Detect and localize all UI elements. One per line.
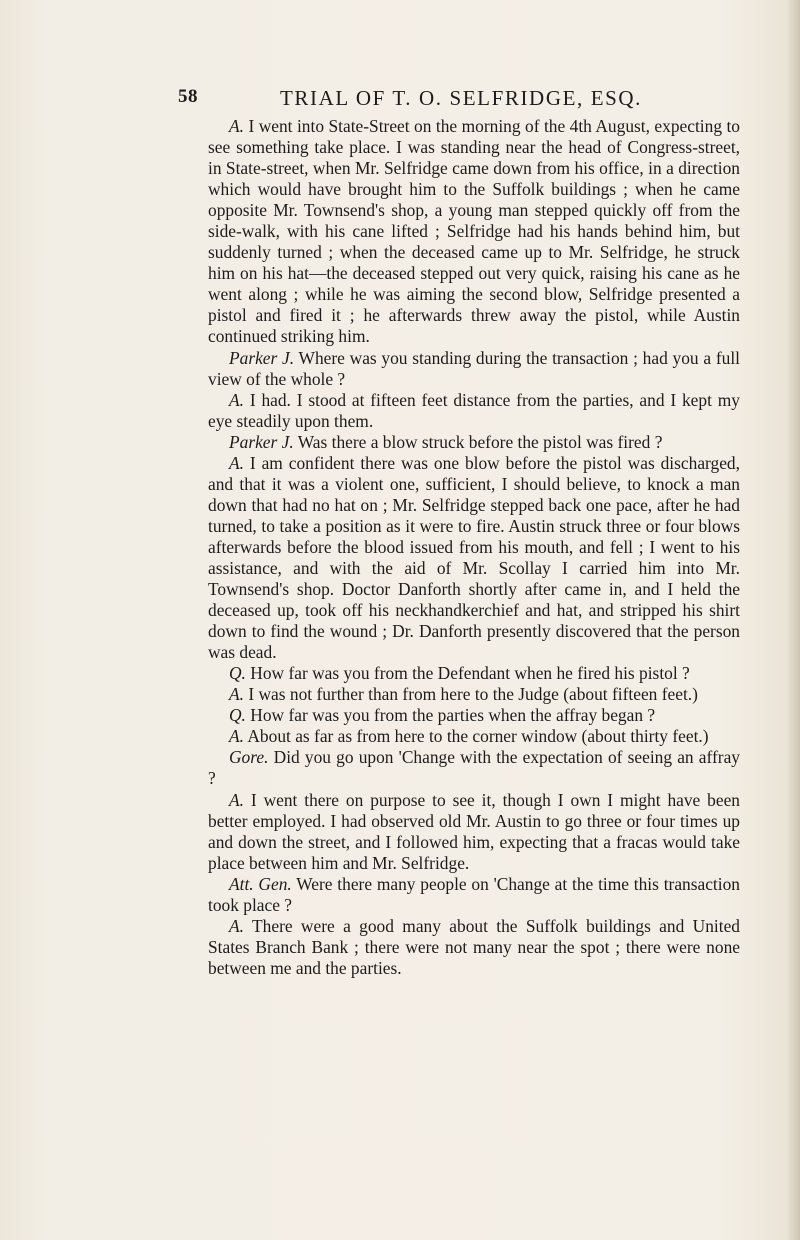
- testimony-body: [208, 116, 740, 979]
- paragraph-text: Were there many people on 'Change at the time this transaction took place ?: [208, 873, 740, 915]
- paragraph-text: I went into State-Street on the morning of the 4th August, expecting to see something take place. I was standing near the head of Congress-street, in State-street, when Mr. Selfridge came down from his office, in a direction which would have brought him to the Suffolk buildings ; when he came opposite Mr. Townsend's shop, a young man stepped quickly off from the side-walk, with his cane lifted ; Selfridge had his hands behind him, but suddenly turned ; when the deceased came up to Mr. Selfridge, he struck him on his hat—the deceased stepped out very quick, raising his cane as he went along ; while he was aiming the second blow, Selfridge presented a pistol and fired it ; he afterwards threw away the pistol, while Austin continued striking him.: [208, 116, 740, 347]
- testimony-paragraph: [208, 705, 740, 726]
- speaker-label: A.: [229, 389, 244, 410]
- testimony-paragraph: [208, 116, 740, 348]
- page-edge-shadow: [786, 0, 800, 1240]
- paragraph-text: I am confident there was one blow before the pistol was discharged, and that it was a violent one, sufficient, I should believe, to knock a man down that had no hat on ; Mr. Selfridge stepped back one pace, after he had turned, to take a position as it were to fire. Austin struck three or four blows afterwards before the blood issued from his mouth, and fell ; I went to his assistance, and with the aid of Mr. Scollay I carried him into Mr. Townsend's shop. Doctor Danforth shortly after came in, and I held the deceased up, took off his neckhandkerchief and hat, and stripped his shirt down to find the wound ; Dr. Danforth presently discovered that the person was dead.: [208, 452, 740, 663]
- testimony-paragraph: [208, 432, 740, 453]
- paragraph-text: Where was you standing during the transaction ; had you a full view of the whole ?: [208, 347, 740, 389]
- page-header: [178, 86, 738, 116]
- paragraph-text: I was not further than from here to the Judge (about fifteen feet.): [248, 684, 698, 705]
- testimony-paragraph: [208, 726, 740, 747]
- speaker-label: Parker J.: [229, 431, 294, 452]
- paragraph-text: Was there a blow struck before the pistol was fired ?: [297, 431, 663, 452]
- speaker-label: A.: [229, 684, 244, 705]
- paragraph-text: How far was you from the Defendant when he fired his pistol ?: [250, 663, 690, 684]
- testimony-paragraph: [208, 916, 740, 979]
- speaker-label: Parker J.: [229, 347, 295, 368]
- paragraph-text: How far was you from the parties when the affray began ?: [250, 705, 656, 726]
- speaker-label: Att. Gen.: [229, 873, 292, 894]
- paragraph-text: There were a good many about the Suffolk buildings and United States Branch Bank ; there were not many near the spot ; there were none between me and the parties.: [208, 915, 740, 978]
- speaker-label: A.: [229, 726, 244, 747]
- paragraph-text: About as far as from here to the corner window (about thirty feet.): [247, 726, 709, 747]
- testimony-paragraph: [208, 348, 740, 390]
- testimony-paragraph: [208, 453, 740, 663]
- speaker-label: Gore.: [229, 747, 269, 768]
- testimony-paragraph: [208, 790, 740, 874]
- testimony-paragraph: [208, 663, 740, 684]
- testimony-paragraph: [208, 747, 740, 789]
- paragraph-text: I went there on purpose to see it, though I own I might have been better employed. I had observed old Mr. Austin to go three or four times up and down the street, and I followed him, expecting that a fracas would take place between him and Mr. Selfridge.: [208, 789, 740, 873]
- paragraph-text: Did you go upon 'Change with the expectation of seeing an affray ?: [208, 747, 740, 789]
- testimony-paragraph: [208, 390, 740, 432]
- speaker-label: A.: [229, 452, 244, 473]
- page-number: 58: [178, 86, 198, 107]
- speaker-label: A.: [229, 915, 244, 936]
- speaker-label: Q.: [229, 705, 246, 726]
- speaker-label: Q.: [229, 663, 246, 684]
- speaker-label: A.: [229, 116, 244, 136]
- running-title: TRIAL OF T. O. SELFRIDGE, ESQ.: [280, 86, 643, 110]
- paragraph-text: I had. I stood at fifteen feet distance from the parties, and I kept my eye steadily upon them.: [208, 389, 740, 431]
- speaker-label: A.: [229, 789, 244, 810]
- testimony-paragraph: [208, 684, 740, 705]
- testimony-paragraph: [208, 874, 740, 916]
